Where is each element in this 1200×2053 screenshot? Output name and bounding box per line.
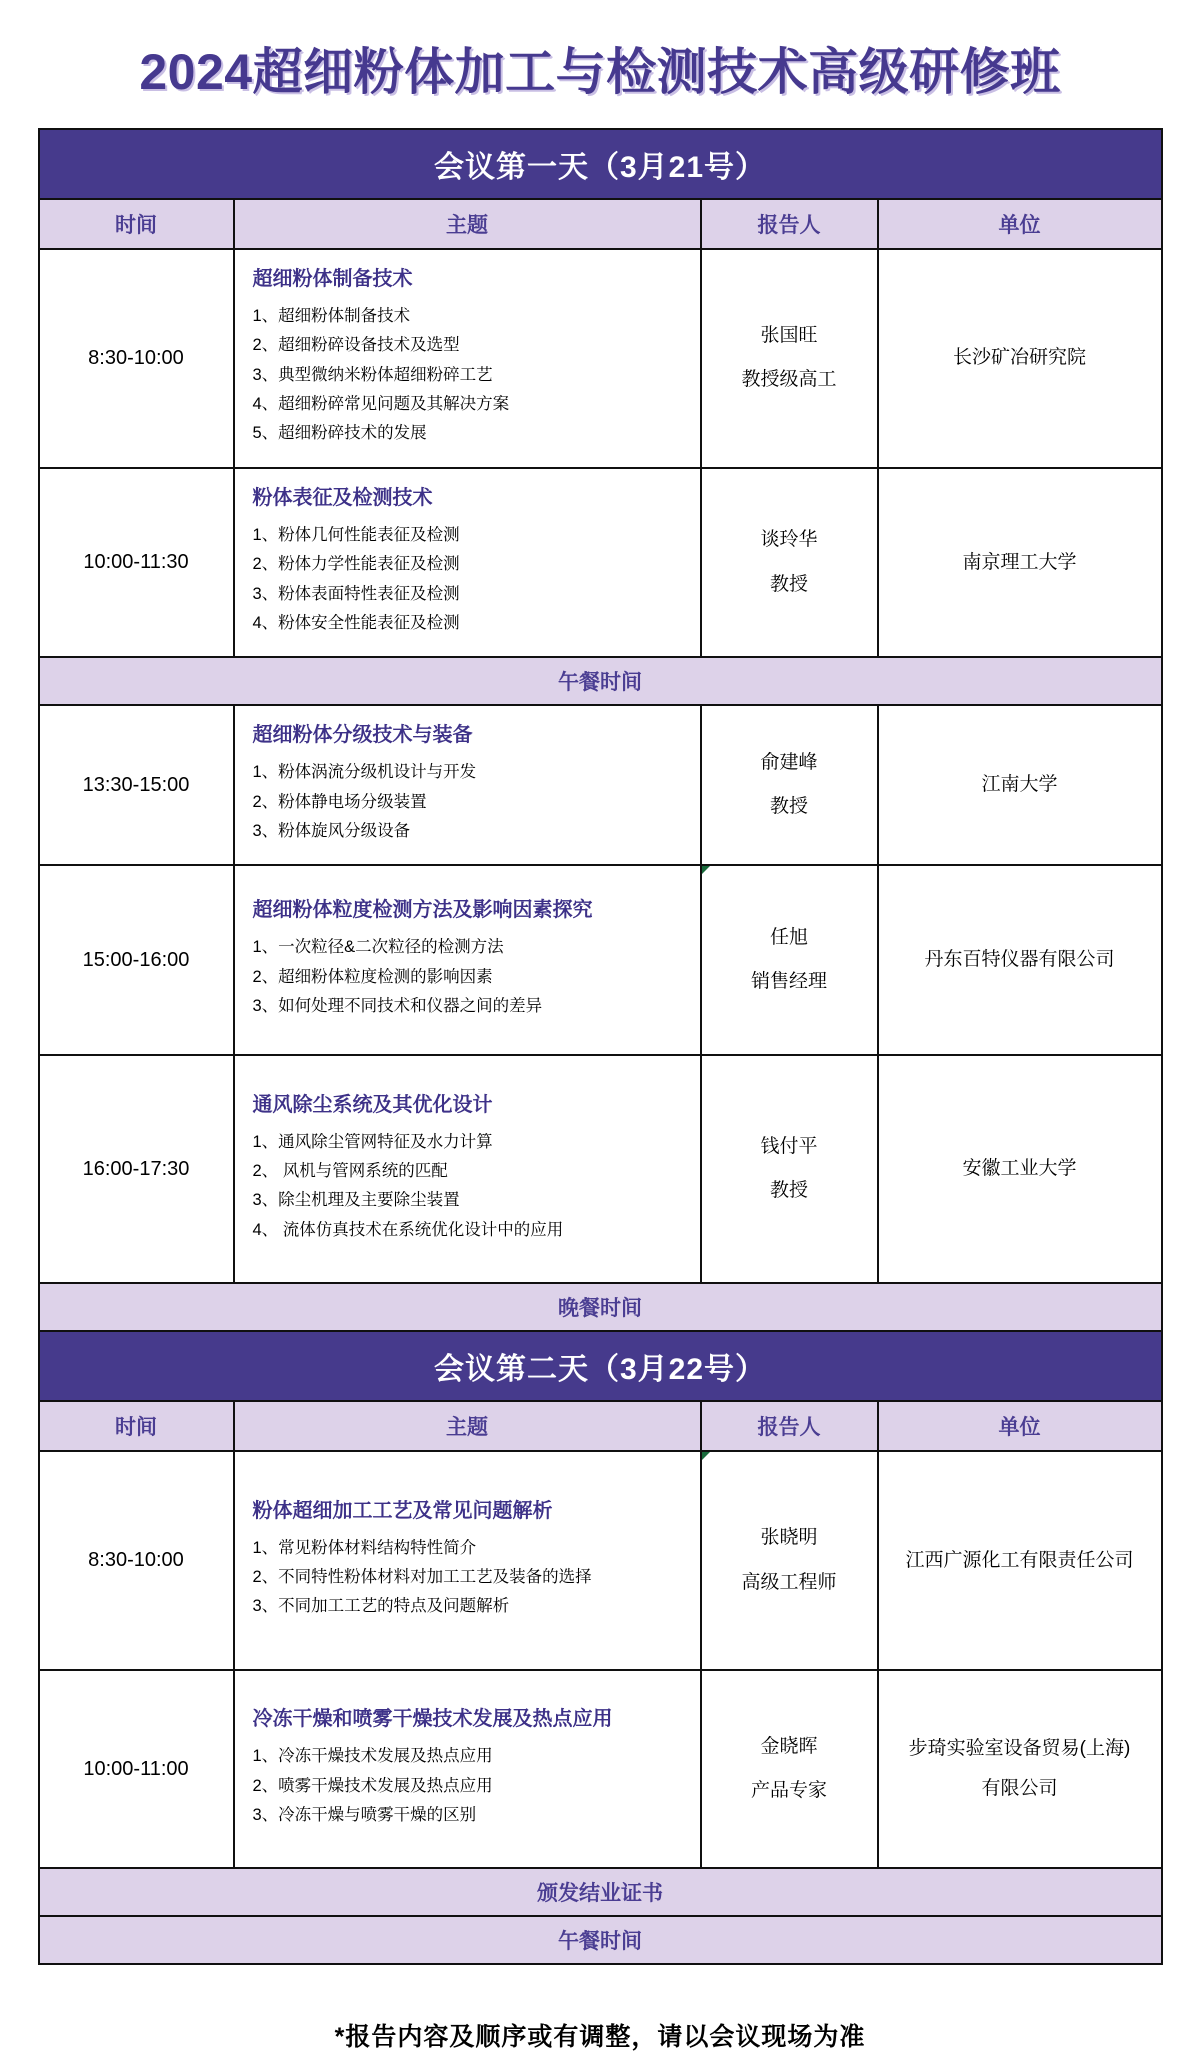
speaker-role: 销售经理 — [750, 971, 827, 993]
org-name: 江南大学 — [981, 774, 1058, 796]
topic-item: 1、粉体涡流分级机设计与开发 — [252, 763, 477, 782]
speaker-cell — [700, 469, 877, 656]
speaker-cell — [700, 866, 877, 1054]
org-name: 安徽工业大学 — [962, 1158, 1077, 1180]
org-cell — [877, 469, 1161, 656]
column-header: 报告人 — [700, 200, 877, 248]
topic-item: 5、超细粉碎技术的发展 — [252, 424, 427, 443]
speaker-role: 高级工程师 — [741, 1571, 837, 1593]
topic-item: 2、不同特性粉体材料对加工工艺及装备的选择 — [252, 1568, 592, 1587]
topic-item: 2、喷雾干燥技术发展及热点应用 — [252, 1776, 493, 1795]
break-row: 晚餐时间 — [40, 1282, 1161, 1330]
session-topic — [233, 1056, 700, 1282]
break-row: 午餐时间 — [40, 1915, 1161, 1963]
speaker-name: 张国旺 — [760, 324, 818, 346]
column-header: 主题 — [233, 200, 700, 248]
session-topic-title: 粉体超细加工工艺及常见问题解析 — [252, 1499, 553, 1522]
session-topic-title: 超细粉体制备技术 — [252, 268, 413, 290]
org-name: 长沙矿冶研究院 — [952, 347, 1086, 369]
session-row — [40, 248, 1161, 467]
speaker-name: 谈玲华 — [760, 528, 818, 550]
session-row — [40, 467, 1161, 656]
column-header: 主题 — [233, 1402, 700, 1450]
footnote: *报告内容及顺序或有调整，请以会议现场为准 — [334, 2023, 866, 2052]
speaker-cell — [700, 250, 877, 467]
topic-item: 1、通风除尘管网特征及水力计算 — [252, 1132, 493, 1151]
session-topic — [233, 706, 700, 864]
schedule-table — [38, 128, 1163, 1965]
topic-item: 2、 风机与管网系统的匹配 — [252, 1161, 448, 1180]
speaker-role: 教授 — [769, 796, 808, 818]
session-topic-title: 通风除尘系统及其优化设计 — [252, 1093, 493, 1116]
topic-item: 3、不同加工工艺的特点及问题解析 — [252, 1597, 510, 1616]
session-topic-title: 粉体表征及检测技术 — [252, 486, 433, 509]
session-topic — [233, 866, 700, 1054]
session-time: 15:00-16:00 — [82, 948, 190, 971]
topic-item: 2、超细粉体粒度检测的影响因素 — [252, 967, 493, 986]
page-title: 2024超细粉体加工与检测技术高级研修班 — [139, 44, 1061, 100]
org-cell — [877, 1452, 1161, 1669]
org-name: 有限公司 — [981, 1778, 1058, 1800]
speaker-cell — [700, 1452, 877, 1669]
session-row — [40, 704, 1161, 864]
org-cell — [877, 1056, 1161, 1282]
topic-item: 3、典型微纳米粉体超细粉碎工艺 — [252, 365, 493, 384]
speaker-name: 任旭 — [769, 926, 808, 948]
topic-item: 3、粉体旋风分级设备 — [252, 821, 411, 840]
column-header: 单位 — [877, 1402, 1161, 1450]
column-header-row — [40, 1400, 1161, 1450]
session-row — [40, 1054, 1161, 1282]
topic-item: 1、粉体几何性能表征及检测 — [252, 525, 460, 544]
org-cell — [877, 706, 1161, 864]
session-topic — [233, 1452, 700, 1669]
session-topic-title: 超细粉体粒度检测方法及影响因素探究 — [252, 899, 593, 922]
session-time: 8:30-10:00 — [88, 1549, 184, 1572]
session-time: 13:30-15:00 — [82, 773, 190, 796]
topic-item: 4、 流体仿真技术在系统优化设计中的应用 — [252, 1220, 564, 1239]
speaker-name: 俞建峰 — [760, 751, 818, 773]
topic-item: 2、粉体静电场分级装置 — [252, 792, 427, 811]
org-name: 丹东百特仪器有限公司 — [924, 949, 1115, 971]
session-time: 10:00-11:00 — [83, 1757, 189, 1780]
column-header: 单位 — [877, 200, 1161, 248]
topic-item: 1、一次粒径&二次粒径的检测方法 — [252, 938, 504, 957]
topic-item: 3、如何处理不同技术和仪器之间的差异 — [252, 996, 543, 1015]
column-header: 时间 — [40, 1402, 233, 1450]
topic-item: 3、冷冻干燥与喷雾干燥的区别 — [252, 1805, 477, 1824]
org-cell — [877, 866, 1161, 1054]
session-row — [40, 1669, 1161, 1867]
session-topic — [233, 250, 700, 467]
speaker-cell — [700, 706, 877, 864]
speaker-name: 张晓明 — [760, 1527, 818, 1549]
topic-item: 2、超细粉碎设备技术及选型 — [252, 336, 460, 355]
session-time: 8:30-10:00 — [88, 346, 184, 369]
topic-item: 1、冷冻干燥技术发展及热点应用 — [252, 1747, 493, 1766]
session-topic-title: 冷冻干燥和喷雾干燥技术发展及热点应用 — [252, 1708, 613, 1731]
topic-item: 4、粉体安全性能表征及检测 — [252, 613, 460, 632]
topic-item: 3、除尘机理及主要除尘装置 — [252, 1191, 460, 1210]
topic-item: 4、超细粉碎常见问题及其解决方案 — [252, 395, 510, 414]
speaker-name: 金晓晖 — [760, 1735, 818, 1757]
session-row — [40, 1450, 1161, 1669]
session-time: 10:00-11:30 — [83, 551, 189, 574]
speaker-cell — [700, 1056, 877, 1282]
org-name: 江西广源化工有限责任公司 — [905, 1549, 1134, 1571]
topic-item: 1、超细粉体制备技术 — [252, 307, 411, 325]
topic-item: 1、常见粉体材料结构特性简介 — [252, 1538, 477, 1557]
speaker-role: 教授 — [769, 573, 808, 595]
org-name: 步琦实验室设备贸易(上海) — [908, 1738, 1131, 1760]
session-row — [40, 864, 1161, 1054]
session-time: 16:00-17:30 — [82, 1157, 190, 1180]
speaker-role: 教授级高工 — [741, 369, 837, 391]
org-cell — [877, 250, 1161, 467]
speaker-role: 产品专家 — [750, 1780, 827, 1802]
column-header-row — [40, 198, 1161, 248]
speaker-cell — [700, 1671, 877, 1867]
day-banner: 会议第二天（3月22号） — [40, 1330, 1161, 1400]
org-name: 南京理工大学 — [962, 551, 1077, 573]
column-header: 报告人 — [700, 1402, 877, 1450]
break-row: 午餐时间 — [40, 656, 1161, 704]
column-header: 时间 — [40, 200, 233, 248]
topic-item: 2、粉体力学性能表征及检测 — [252, 555, 460, 574]
org-cell — [877, 1671, 1161, 1867]
speaker-role: 教授 — [769, 1180, 808, 1202]
speaker-name: 钱付平 — [760, 1135, 818, 1157]
break-row: 颁发结业证书 — [40, 1867, 1161, 1915]
session-topic — [233, 1671, 700, 1867]
topic-item: 3、粉体表面特性表征及检测 — [252, 584, 460, 603]
session-topic — [233, 469, 700, 656]
session-topic-title: 超细粉体分级技术与装备 — [252, 724, 473, 747]
day-banner: 会议第一天（3月21号） — [40, 130, 1161, 198]
